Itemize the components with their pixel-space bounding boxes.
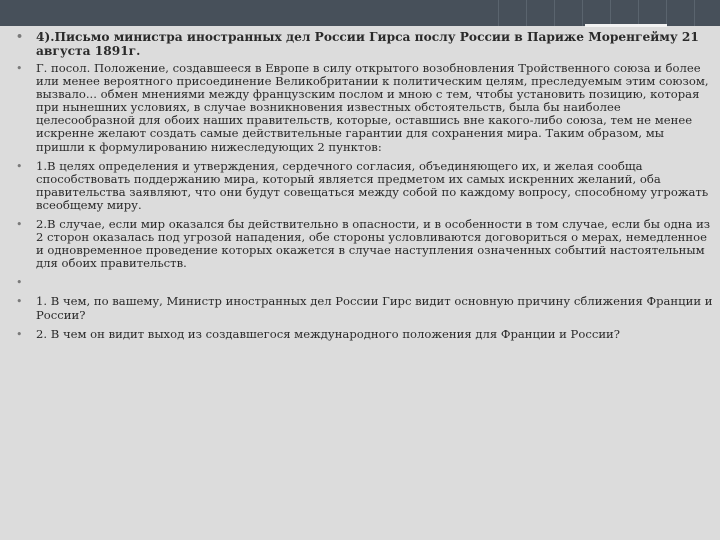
bullet-icon: • (16, 276, 23, 290)
slide-header-bar (0, 0, 720, 26)
bullet-icon: • (16, 327, 23, 341)
list-item (14, 218, 714, 270)
bullet-icon: • (16, 159, 23, 173)
question-one: 1. В чем, по вашему, Министр иностранных дел России Гирс видит основную причину сближения Франции и России? (36, 294, 713, 322)
point-two: 2.В случае, если мир оказался бы действительно в опасности, и в особенности в том случае, если бы одна из 2 сторон оказалась под угрозой нападения, обе стороны условливаются договориться о мерах, немедленное и одновременное проведение которых окажется в случае наступления означенных событий настоятельным для обоих правительств. (36, 217, 711, 271)
header-decor-segment (638, 0, 667, 26)
letter-paragraph: Г. посол. Положение, создавшееся в Европе в силу открытого возобновления Тройственного союза и более или менее вероятного присоединение Великобритании к политическим целям, преследуемым этим союзом, вызвало... обмен мнениями между французским послом и мною с тем, чтобы установить позицию, которая при нынешних условиях, в случае возникновения известных обстоятельств, была бы наиболее целесообразной для обоих наших правительств, которые, оставшись вне какого-либо союза, тем не менее искренне желают создать самые действительные гарантии для сохранения мира. Таким образом, мы пришли к формулированию нижеследующих 2 пунктов: (36, 61, 709, 154)
list-item (14, 62, 714, 154)
question-two: 2. В чем он видит выход из создавшегося международного положения для Франции и России? (36, 326, 620, 341)
empty-list-item (14, 276, 714, 289)
document-title: 4).Письмо министра иностранных дел России Гирса послу России в Париже Моренгейму 21 августа 1891г. (36, 30, 699, 58)
list-item (14, 160, 714, 212)
bullet-list (14, 30, 714, 341)
header-decor-segment (526, 0, 555, 26)
header-decor-segment (582, 0, 611, 26)
bullet-icon: • (16, 62, 23, 75)
bullet-icon: • (16, 30, 24, 43)
point-one: 1.В целях определения и утверждения, сердечного согласия, объединяющего их, и желая сообща способствовать поддержанию мира, который является предметом их самых искренних желаний, оба правительства заявляют, что они будут совещаться между собой по каждому вопросу, способному угрожать всеобщему миру. (36, 158, 709, 212)
header-accent-line (585, 24, 667, 27)
header-decor-segment (666, 0, 695, 26)
header-decor-segment (610, 0, 639, 26)
header-decor-segment (554, 0, 583, 26)
bullet-icon: • (16, 218, 23, 232)
header-decor-segment (498, 0, 527, 26)
bullet-icon: • (16, 295, 23, 309)
header-decor-segment (694, 0, 720, 26)
list-item (14, 328, 714, 341)
list-item (14, 295, 714, 321)
document-title-item (14, 30, 714, 58)
slide-content (14, 30, 714, 347)
